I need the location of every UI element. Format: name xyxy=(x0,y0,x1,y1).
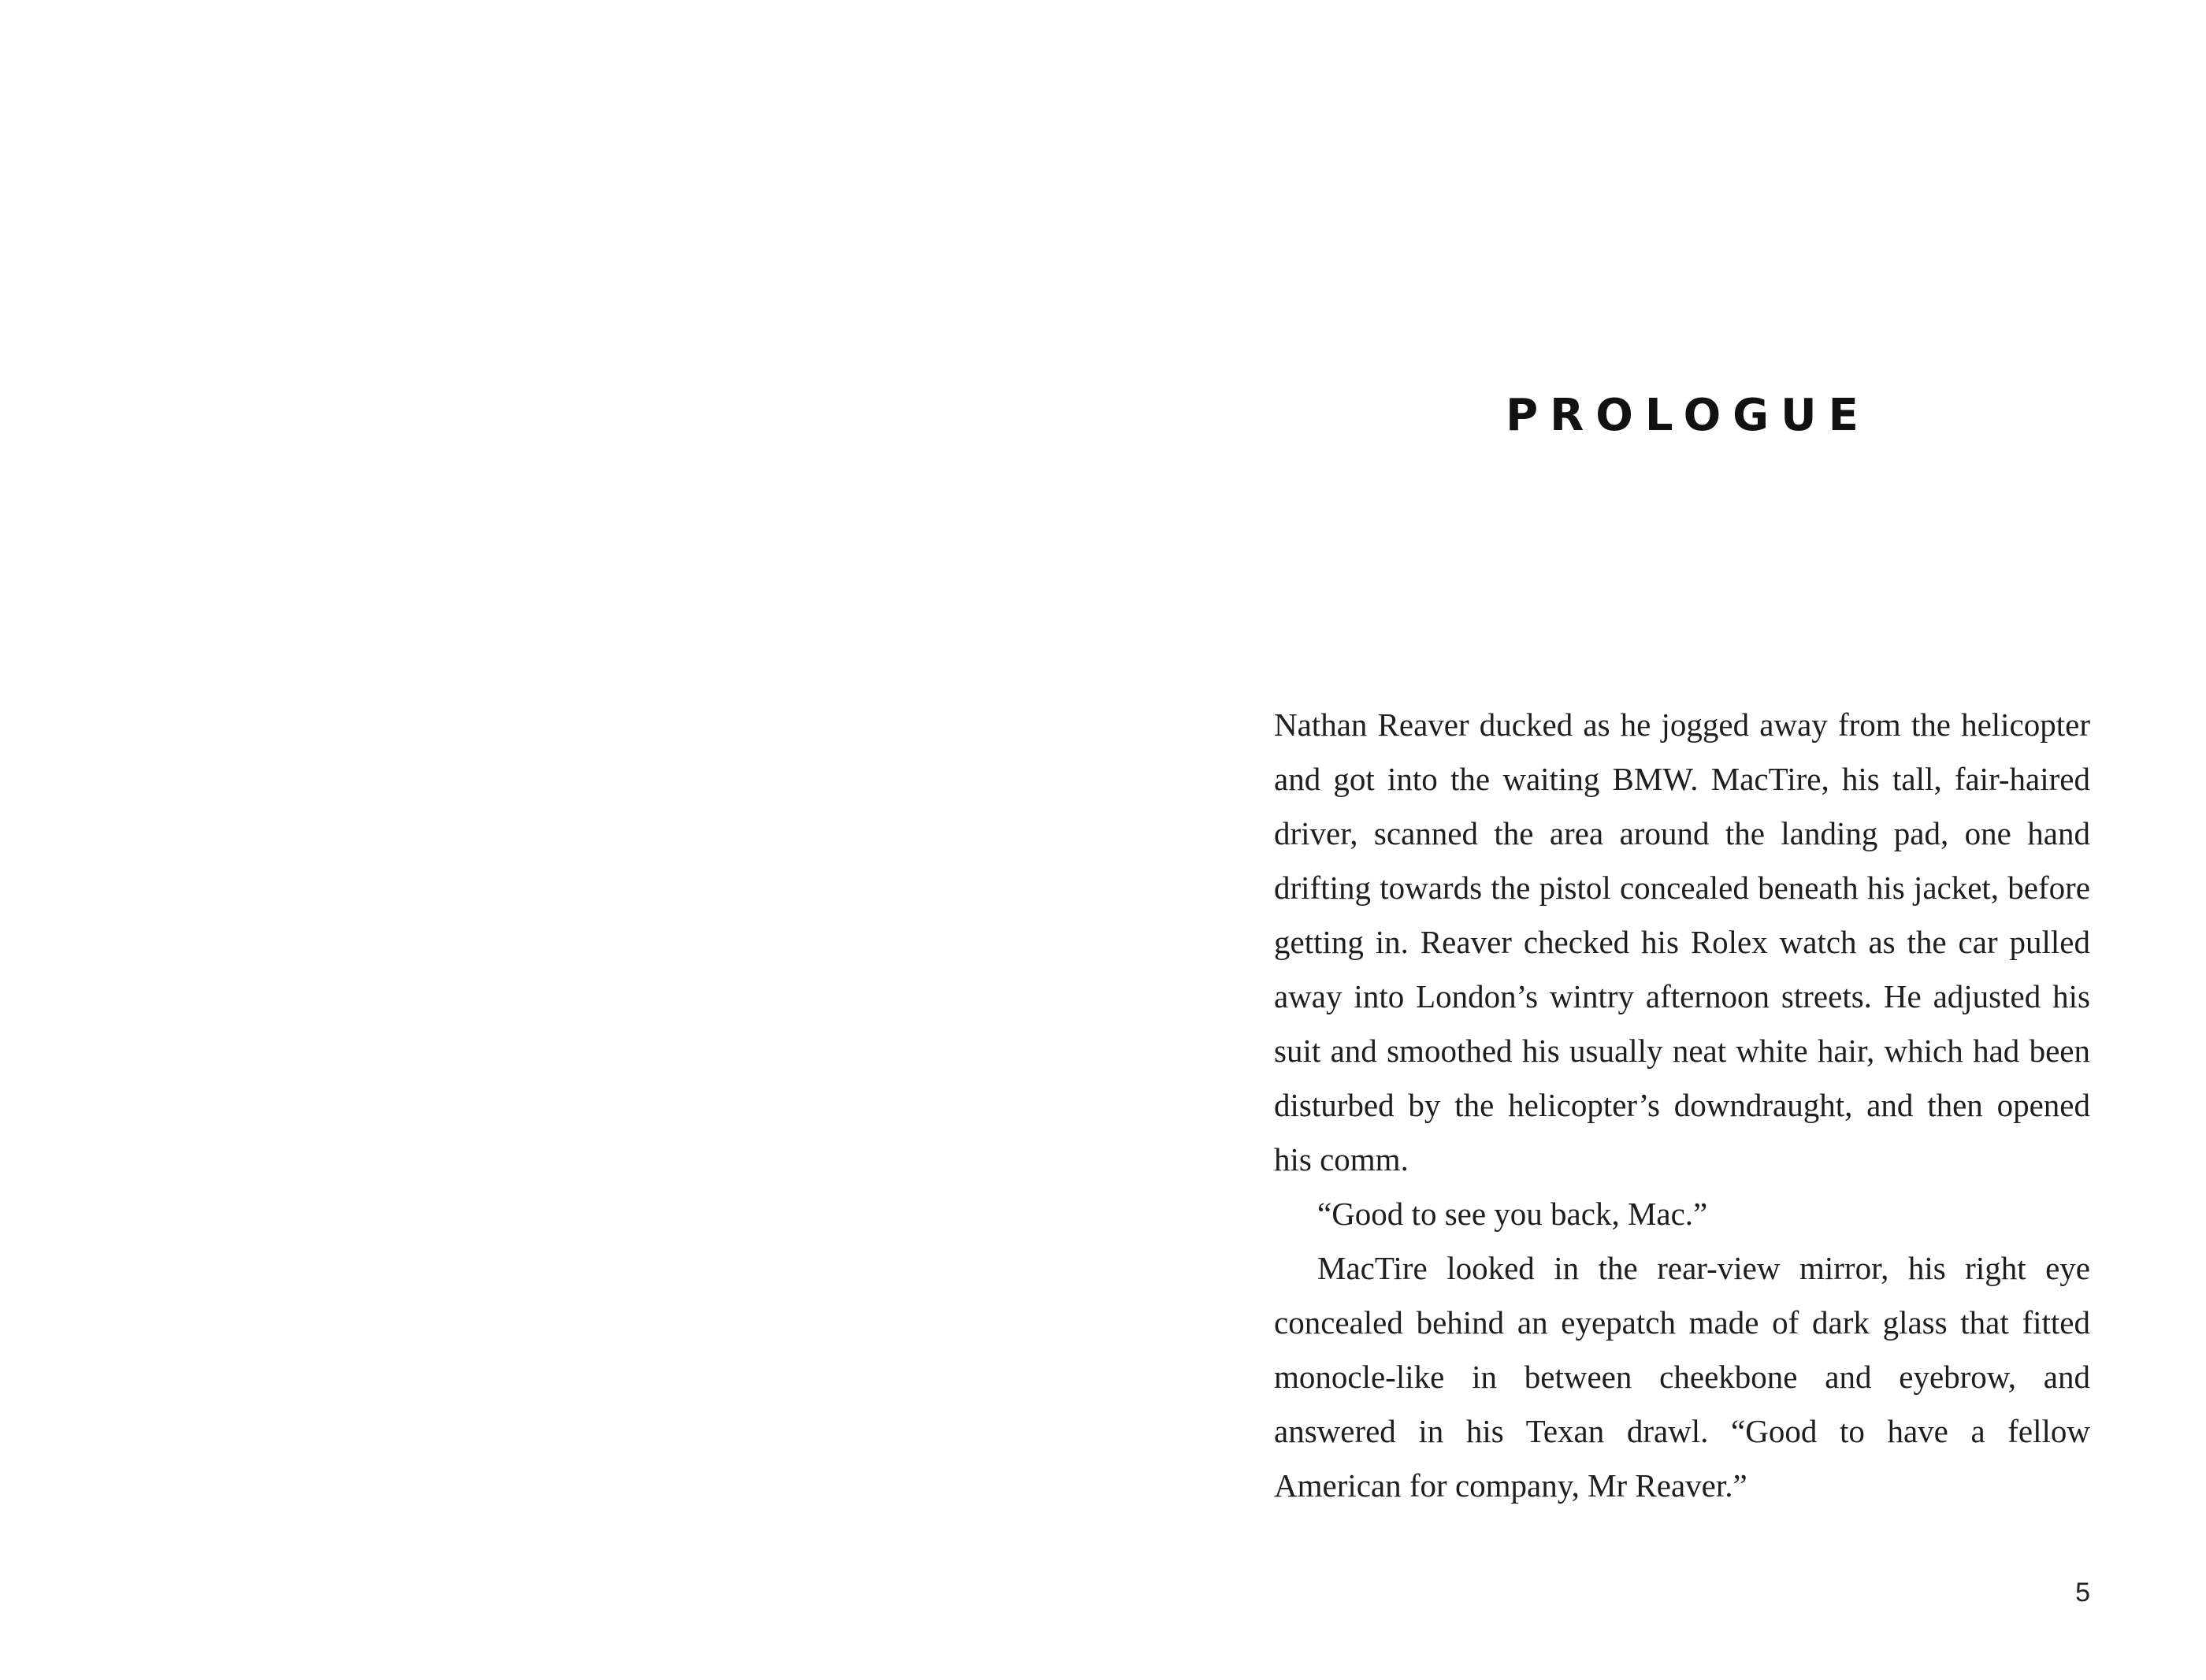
page-number: 5 xyxy=(2075,1578,2090,1608)
body-text xyxy=(1274,698,2090,1513)
paragraph: MacTire looked in the rear-view mirror, his right eye concealed behind an eyepatch made of dark glass that fitted monocle-like in between cheekbone and eyebrow, and answered in his Texan drawl. “Good to have a fellow American for company, Mr Reaver.” xyxy=(1274,1250,2090,1504)
paragraph: Nathan Reaver ducked as he jogged away from the helicopter and got into the waiting BMW. MacTire, his tall, fair-haired driver, scanned the area around the landing pad, one hand drifting towards the pistol concealed beneath his jacket, before getting in. Reaver checked his Rolex watch as the car pulled away into London’s wintry afternoon streets. He adjusted his suit and smoothed his usually neat white hair, which had been disturbed by the helicopter’s downdraught, and then opened his comm. xyxy=(1274,706,2090,1177)
chapter-title: PROLOGUE xyxy=(1506,389,1870,441)
paragraph: “Good to see you back, Mac.” xyxy=(1317,1196,1708,1232)
